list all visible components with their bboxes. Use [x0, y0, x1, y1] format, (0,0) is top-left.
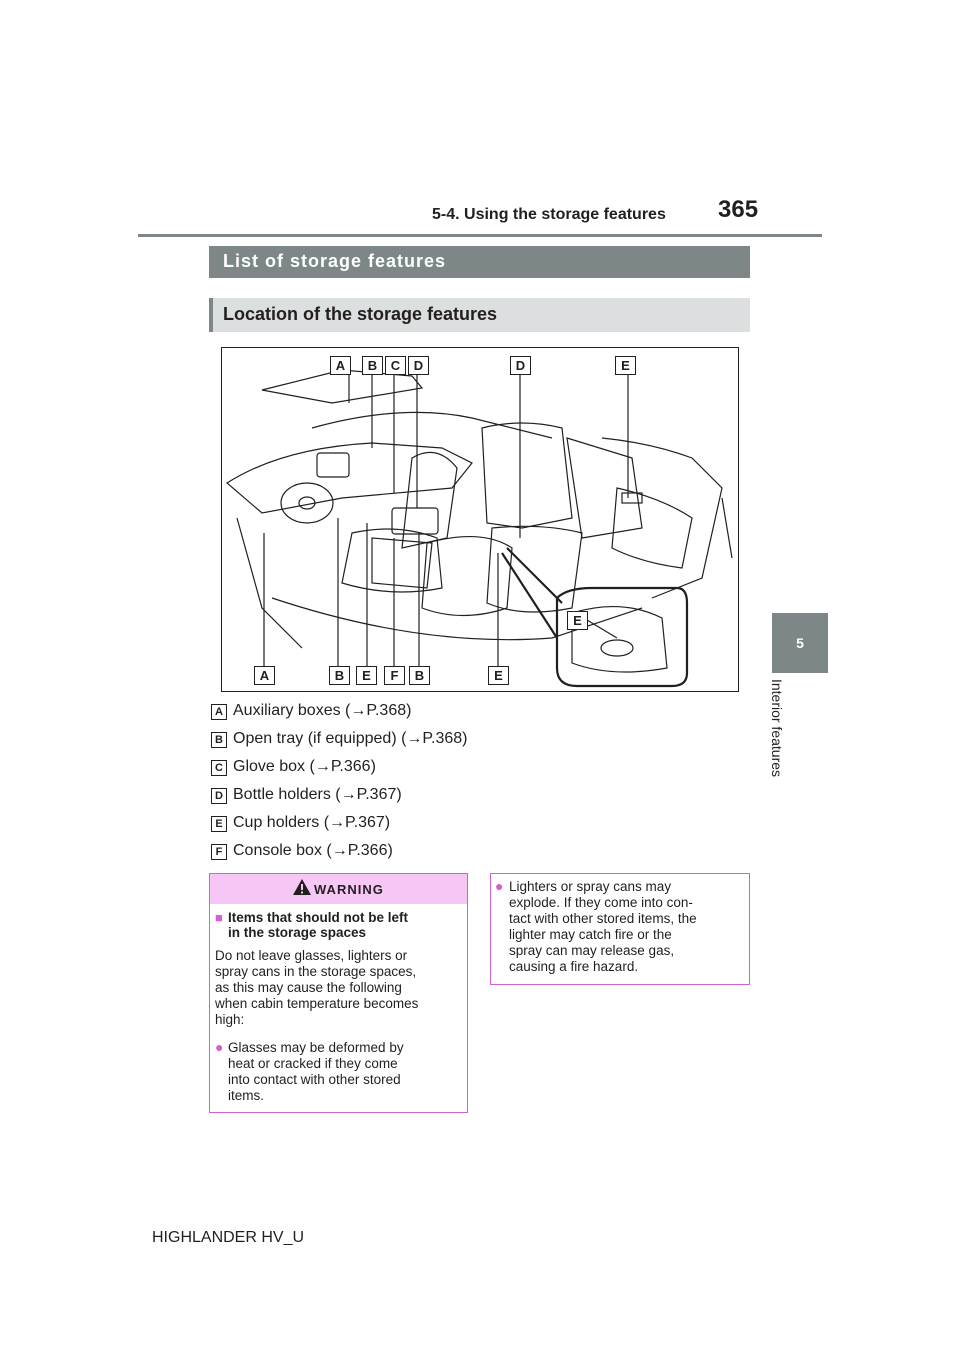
- list-marker: F: [211, 844, 227, 860]
- section-title: 5-4. Using the storage features: [432, 206, 666, 223]
- warning-bullet1-4: items.: [228, 1088, 265, 1103]
- figure-label-e-bottom: E: [356, 666, 377, 685]
- list-text[interactable]: Console box (→P.366): [233, 842, 393, 859]
- warning-bullet1-2: heat or cracked if they come: [228, 1056, 398, 1071]
- warning-triangle-icon: [292, 878, 312, 896]
- list-marker: A: [211, 704, 227, 720]
- list-item: [211, 812, 541, 840]
- warning-bullet2-1: Lighters or spray cans may: [509, 879, 672, 894]
- list-text[interactable]: Cup holders (→P.367): [233, 814, 391, 831]
- warning-bullet2-3: tact with other stored items, the: [509, 911, 697, 926]
- list-item: [211, 840, 541, 868]
- warning-heading-line2: in the storage spaces: [228, 925, 367, 940]
- storage-list: [211, 700, 541, 868]
- chapter-label-text: Interior features: [769, 678, 785, 778]
- figure-label-b-bottom: B: [329, 666, 350, 685]
- figure-label-b-bottom-2: B: [409, 666, 430, 685]
- warning-header: [210, 874, 467, 904]
- figure-label-d-top: D: [408, 356, 429, 375]
- list-item: [211, 756, 541, 784]
- warning-body-1: Do not leave glasses, lighters or: [215, 948, 408, 963]
- warning-box: [209, 873, 468, 1113]
- list-marker: D: [211, 788, 227, 804]
- bullet-dot-icon: ●: [215, 1039, 224, 1055]
- warning-body-2: spray cans in the storage spaces,: [215, 964, 417, 979]
- figure-label-e-top: E: [615, 356, 636, 375]
- figure-label-d-top-2: D: [510, 356, 531, 375]
- car-interior-drawing: [222, 348, 737, 690]
- list-marker: E: [211, 816, 227, 832]
- main-heading: [209, 246, 750, 278]
- list-text[interactable]: Bottle holders (→P.367): [233, 786, 402, 803]
- square-bullet-icon: ■: [215, 910, 223, 925]
- page-number: 365: [718, 196, 759, 223]
- list-item: [211, 784, 541, 812]
- warning-title: WARNING: [314, 882, 384, 897]
- list-item: [211, 728, 541, 756]
- warning-box-continued: [490, 873, 750, 985]
- list-marker: C: [211, 760, 227, 776]
- warning-bullet1-3: into contact with other stored: [228, 1072, 401, 1087]
- figure-label-a-top: A: [330, 356, 351, 375]
- interior-illustration: [221, 347, 739, 692]
- figure-label-f-bottom: F: [384, 666, 405, 685]
- sub-heading: [209, 298, 750, 332]
- figure-label-e-inset: E: [567, 611, 588, 630]
- warning-heading-line1: Items that should not be left: [228, 910, 409, 925]
- bullet-dot-icon: ●: [495, 878, 504, 894]
- main-heading-text: List of storage features: [223, 251, 447, 271]
- header-rule: [138, 234, 822, 237]
- warning-bullet2-5: spray can may release gas,: [509, 943, 675, 958]
- warning-body-3: as this may cause the following: [215, 980, 402, 995]
- chapter-tab[interactable]: 5: [772, 613, 828, 673]
- list-item: [211, 700, 541, 728]
- figure-label-e-bottom-2: E: [488, 666, 509, 685]
- list-marker: B: [211, 732, 227, 748]
- figure-label-c-top: C: [385, 356, 406, 375]
- warning-bullet2-2: explode. If they come into con-: [509, 895, 693, 910]
- list-text[interactable]: Open tray (if equipped) (→P.368): [233, 730, 468, 747]
- list-text[interactable]: Auxiliary boxes (→P.368): [233, 702, 412, 719]
- chapter-label: [762, 680, 792, 780]
- figure-label-b-top: B: [362, 356, 383, 375]
- warning-bullet2-4: lighter may catch fire or the: [509, 927, 672, 942]
- warning-body-5: high:: [215, 1012, 245, 1027]
- list-text[interactable]: Glove box (→P.366): [233, 758, 376, 775]
- footer-model: HIGHLANDER HV_U: [152, 1229, 305, 1246]
- warning-bullet2-6: causing a fire hazard.: [509, 959, 639, 974]
- sub-heading-text: Location of the storage features: [223, 304, 498, 324]
- warning-bullet1-1: Glasses may be deformed by: [228, 1040, 404, 1055]
- warning-body-4: when cabin temperature becomes: [215, 996, 419, 1011]
- figure-label-a-bottom: A: [254, 666, 275, 685]
